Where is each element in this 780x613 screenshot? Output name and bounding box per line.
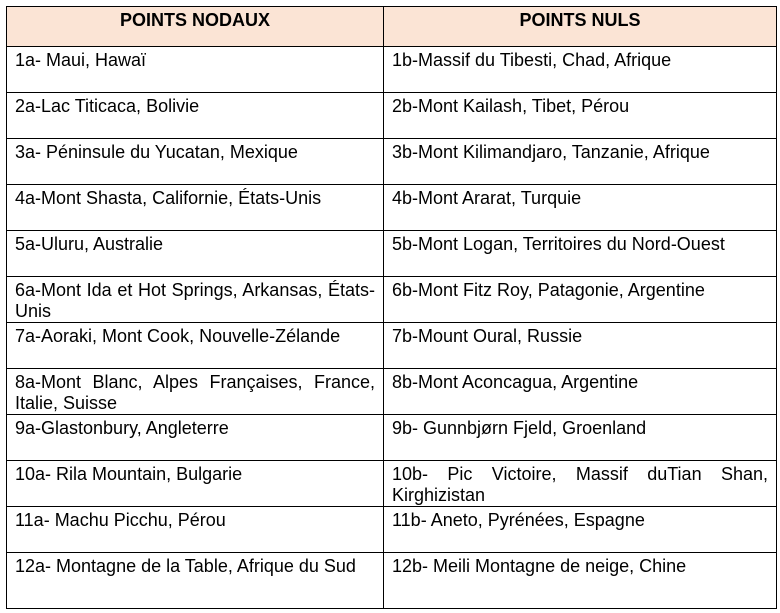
null-point-cell: 9b- Gunnbjørn Fjeld, Groenland <box>384 415 777 461</box>
table-row <box>7 93 777 139</box>
table-row <box>7 415 777 461</box>
nodal-point-cell: 11a- Machu Picchu, Pérou <box>7 507 384 553</box>
header-points-nodaux: POINTS NODAUX <box>7 7 384 47</box>
null-point-cell: 1b-Massif du Tibesti, Chad, Afrique <box>384 47 777 93</box>
null-point-cell: 6b-Mont Fitz Roy, Patagonie, Argentine <box>384 277 777 323</box>
nodal-point-cell: 2a-Lac Titicaca, Bolivie <box>7 93 384 139</box>
table-row <box>7 507 777 553</box>
table-row <box>7 47 777 93</box>
nodal-point-cell: 12a- Montagne de la Table, Afrique du Sud <box>7 553 384 609</box>
table-row <box>7 139 777 185</box>
table-row <box>7 185 777 231</box>
null-point-cell: 4b-Mont Ararat, Turquie <box>384 185 777 231</box>
table-row <box>7 461 777 507</box>
null-point-cell: 10b- Pic Victoire, Massif duTian Shan, Kirghizistan <box>384 461 777 507</box>
nodal-point-cell: 10a- Rila Mountain, Bulgarie <box>7 461 384 507</box>
table-header-row <box>7 7 777 47</box>
nodal-point-cell: 1a- Maui, Hawaï <box>7 47 384 93</box>
header-points-nuls: POINTS NULS <box>384 7 777 47</box>
nodal-point-cell: 3a- Péninsule du Yucatan, Mexique <box>7 139 384 185</box>
nodal-point-cell: 9a-Glastonbury, Angleterre <box>7 415 384 461</box>
null-point-cell: 5b-Mont Logan, Territoires du Nord-Ouest <box>384 231 777 277</box>
table-row <box>7 553 777 609</box>
null-point-cell: 2b-Mont Kailash, Tibet, Pérou <box>384 93 777 139</box>
table-row <box>7 231 777 277</box>
nodal-point-cell: 5a-Uluru, Australie <box>7 231 384 277</box>
null-point-cell: 11b- Aneto, Pyrénées, Espagne <box>384 507 777 553</box>
nodal-point-cell: 4a-Mont Shasta, Californie, États-Unis <box>7 185 384 231</box>
null-point-cell: 8b-Mont Aconcagua, Argentine <box>384 369 777 415</box>
null-point-cell: 7b-Mount Oural, Russie <box>384 323 777 369</box>
table-row <box>7 277 777 323</box>
table-row <box>7 369 777 415</box>
nodal-point-cell: 7a-Aoraki, Mont Cook, Nouvelle-Zélande <box>7 323 384 369</box>
nodal-point-cell: 8a-Mont Blanc, Alpes Françaises, France, Italie, Suisse <box>7 369 384 415</box>
null-point-cell: 3b-Mont Kilimandjaro, Tanzanie, Afrique <box>384 139 777 185</box>
table-row <box>7 323 777 369</box>
nodal-point-cell: 6a-Mont Ida et Hot Springs, Arkansas, États-Unis <box>7 277 384 323</box>
null-point-cell: 12b- Meili Montagne de neige, Chine <box>384 553 777 609</box>
mountains-table <box>6 6 777 609</box>
